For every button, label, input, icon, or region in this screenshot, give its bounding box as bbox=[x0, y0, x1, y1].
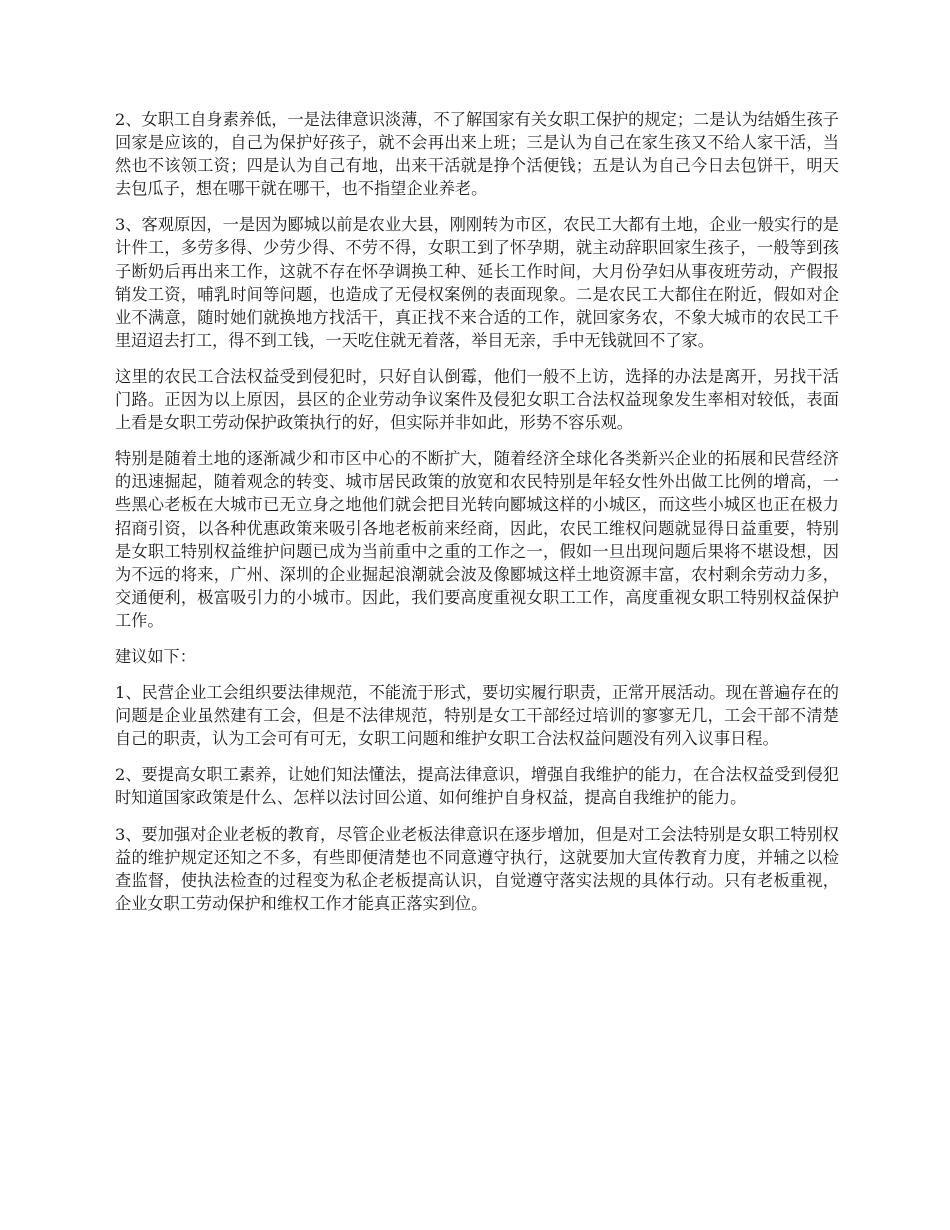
paragraph-especially: 特别是随着土地的逐渐减少和市区中心的不断扩大，随着经济全球化各类新兴企业的拓展和民营经济的迅速掘起，随着观念的转变、城市居民政策的放宽和农民特别是年轻女性外出做工比例的增高，一些黑心老板在大城市已无立身之地他们就会把目光转向郾城这样的小城区，而这些小城区也正在极力招商引资，以各种优惠政策来吸引各地老板前来经商，因此，农民工维权问题就显得日益重要，特别是女职工特别权益维护问题已成为当前重中之重的工作之一，假如一旦出现问题后果将不堪设想，因为不远的将来，广州、深圳的企业掘起浪潮就会波及像郾城这样土地资源丰富，农村剩余劳动力多，交通便利，极富吸引力的小城市。因此，我们要高度重视女职工工作，高度重视女职工特别权益保护工作。 bbox=[115, 449, 839, 630]
paragraph-suggestion-3: 3、要加强对企业老板的教育，尽管企业老板法律意识在逐步增加，但是对工会法特别是女职工特别权益的维护规定还知之不多，有些即便清楚也不同意遵守执行，这就要加大宣传教育力度，并辅之以检查监督，使执法检查的过程变为私企老板提高认识，自觉遵守落实法规的具体行动。只有老板重视，企业女职工劳动保护和维权工作才能真正落实到位。 bbox=[115, 824, 839, 913]
paragraph-suggestion-2: 2、要提高女职工素养，让她们知法懂法，提高法律意识，增强自我维护的能力，在合法权益受到侵犯时知道国家政策是什么、怎样以法讨回公道、如何维护自身权益，提高自我维护的能力。 bbox=[115, 765, 839, 808]
document-body bbox=[115, 108, 839, 928]
paragraph-suggestion-1: 1、民营企业工会组织要法律规范，不能流于形式，要切实履行职责，正常开展活动。现在普遍存在的问题是企业虽然建有工会，但是不法律规范，特别是女工干部经过培训的寥寥无几，工会干部不清楚自己的职责，认为工会可有可无，女职工问题和维护女职工合法权益问题没有列入议事日程。 bbox=[115, 683, 839, 749]
paragraph-rights-infringed: 这里的农民工合法权益受到侵犯时，只好自认倒霉，他们一般不上访，选择的办法是离开，另找干活门路。正因为以上原因，县区的企业劳动争议案件及侵犯女职工合法权益现象发生率相对较低，表面上看是女职工劳动保护政策执行的好，但实际并非如此，形势不容乐观。 bbox=[115, 366, 839, 433]
paragraph-objective-reasons: 3、客观原因，一是因为郾城以前是农业大县，刚刚转为市区，农民工大都有土地，企业一般实行的是计件工，多劳多得、少劳少得、不劳不得，女职工到了怀孕期，就主动辞职回家生孩子，一般等到孩子断奶后再出来工作，这就不存在怀孕调换工种、延长工作时间，大月份孕妇从事夜班劳动，产假报销发工资，哺乳时间等问题，也造成了无侵权案例的表面现象。二是农民工大都住在附近，假如对企业不满意，随时她们就换地方找活干，真正找不来合适的工作，就回家务农，不象大城市的农民工千里迢迢去打工，得不到工钱，一天吃住就无着落，举目无亲，手中无钱就回不了家。 bbox=[115, 215, 839, 350]
paragraph-suggestions-heading: 建议如下： bbox=[115, 646, 196, 666]
paragraph-female-worker-quality: 2、女职工自身素养低，一是法律意识淡薄，不了解国家有关女职工保护的规定；二是认为结婚生孩子回家是应该的，自己为保护好孩子，就不会再出来上班；三是认为自己在家生孩又不给人家干活，当然也不该领工资；四是认为自己有地，出来干活就是挣个活便钱；五是认为自己今日去包饼干，明天去包瓜子，想在哪干就在哪干，也不指望企业养老。 bbox=[115, 110, 839, 199]
